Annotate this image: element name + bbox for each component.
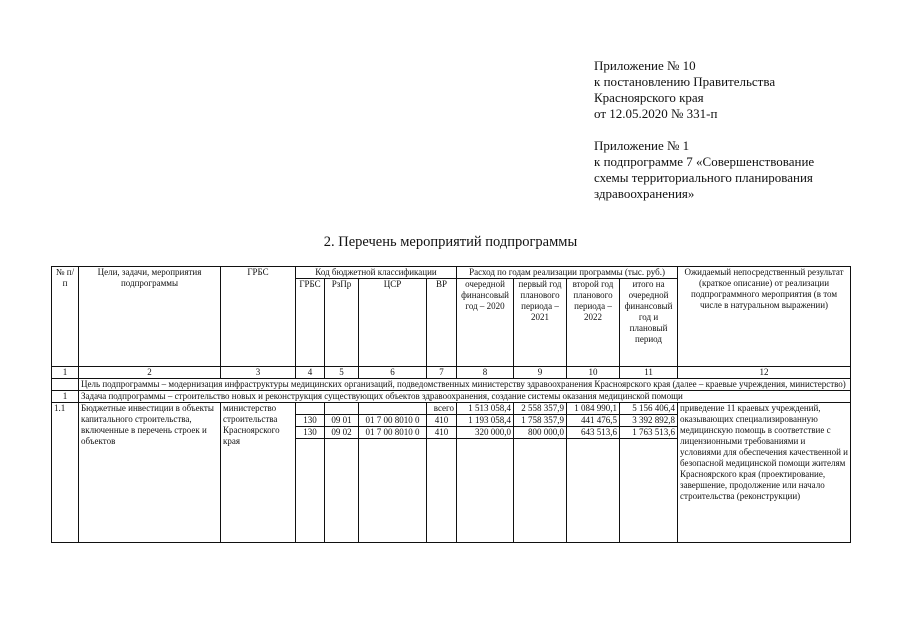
code-rzpr-cell — [325, 403, 359, 415]
amount-2020: 1 193 058,4 — [457, 415, 514, 427]
amount-2022: 1 084 990,1 — [567, 403, 620, 415]
date-number-line: от 12.05.2020 № 331-п — [594, 106, 718, 121]
goal-row — [52, 379, 851, 391]
col-number: 11 — [620, 367, 678, 379]
item-name: Бюджетные инвестиции в объекты капитального строительства, включенные в перечень строек и объектов — [79, 403, 221, 543]
code-vr-cell: 410 — [427, 415, 457, 427]
amount-2021: 2 558 357,9 — [514, 403, 567, 415]
appendix-10-label: Приложение № 10 — [594, 58, 696, 73]
subprogram-line-1: к подпрограмме 7 «Совершенствование — [594, 154, 815, 169]
header-year-2021: первый год планового периода – 2021 — [514, 279, 567, 367]
col-number: 7 — [427, 367, 457, 379]
amount-total: 3 392 892,8 — [620, 415, 678, 427]
code-csr-cell: 01 7 00 8010 0 — [359, 427, 427, 439]
task-text: Задача подпрограммы – строительство новых и реконструкция существующих объектов здравоохранения, создание системы оказания медицинской помощи — [79, 391, 851, 403]
amount-total: 1 763 513,6 — [620, 427, 678, 439]
col-number: 12 — [678, 367, 851, 379]
header-goals: Цели, задачи, мероприятия подпрограммы — [79, 267, 221, 367]
item-result: приведение 11 краевых учреждений, оказывающих специализированную медицинскую помощь в соответствие с лицензионными требованиями и условиями для обеспечения качественной и безопасной медицинской помощи жителям Красноярского края (проектирование, завершение, продолжение или начало строительства (реконструкции) — [678, 403, 851, 543]
resolution-line: к постановлению Правительства — [594, 74, 776, 89]
page-title: 2. Перечень мероприятий подпрограммы — [323, 234, 578, 250]
amount-2021: 1 758 357,9 — [514, 415, 567, 427]
code-csr-cell — [359, 403, 427, 415]
header-code-rzpr: РзПр — [325, 279, 359, 367]
amount-2022: 643 513,6 — [567, 427, 620, 439]
col-number: 4 — [296, 367, 325, 379]
code-grbs-cell — [296, 403, 325, 415]
code-vr-cell: всего — [427, 403, 457, 415]
code-grbs-cell: 130 — [296, 427, 325, 439]
code-vr-cell: 410 — [427, 427, 457, 439]
col-number: 3 — [221, 367, 296, 379]
header-year-2022: второй год планового периода – 2022 — [567, 279, 620, 367]
header-expenses: Расход по годам реализации программы (тыс. руб.) — [457, 267, 678, 279]
code-rzpr-cell: 09 02 — [325, 427, 359, 439]
col-number: 9 — [514, 367, 567, 379]
amount-2021: 800 000,0 — [514, 427, 567, 439]
column-number-row — [52, 367, 851, 379]
header-row-1 — [52, 267, 851, 279]
col-number: 8 — [457, 367, 514, 379]
item-row — [52, 403, 851, 415]
amount-total: 5 156 406,4 — [620, 403, 678, 415]
col-number: 1 — [52, 367, 79, 379]
header-num: № п/п — [52, 267, 79, 367]
subprogram-line-3: здравоохранения» — [594, 186, 695, 201]
col-number: 2 — [79, 367, 221, 379]
subprogram-line-2: схемы территориального планирования — [594, 170, 813, 185]
header-result: Ожидаемый непосредственный результат (краткое описание) от реализации подпрограммного мероприятия (в том числе в натуральном выражении) — [678, 267, 851, 367]
col-number: 6 — [359, 367, 427, 379]
task-row — [52, 391, 851, 403]
goal-text: Цель подпрограммы – модернизация инфраструктуры медицинских организаций, подведомственных министерству здравоохранения Красноярского края (далее – краевые учреждения, министерство) — [79, 379, 851, 391]
item-num: 1.1 — [52, 403, 79, 543]
code-csr-cell: 01 7 00 8010 0 — [359, 415, 427, 427]
measures-table — [51, 266, 851, 543]
amount-2020: 320 000,0 — [457, 427, 514, 439]
region-line: Красноярского края — [594, 90, 704, 105]
document-header — [594, 58, 814, 202]
header-code-csr: ЦСР — [359, 279, 427, 367]
header-year-2020: очередной финансовый год – 2020 — [457, 279, 514, 367]
header-grbs: ГРБС — [221, 267, 296, 367]
code-grbs-cell: 130 — [296, 415, 325, 427]
amount-2022: 441 476,5 — [567, 415, 620, 427]
appendix-1-label: Приложение № 1 — [594, 138, 690, 153]
header-budget-code: Код бюджетной классификации — [296, 267, 457, 279]
code-rzpr-cell: 09 01 — [325, 415, 359, 427]
header-total: итого на очередной финансовый год и плановый период — [620, 279, 678, 367]
task-num: 1 — [52, 391, 79, 403]
header-code-vr: ВР — [427, 279, 457, 367]
header-code-grbs: ГРБС — [296, 279, 325, 367]
col-number: 5 — [325, 367, 359, 379]
amount-2020: 1 513 058,4 — [457, 403, 514, 415]
item-grbs: министерство строительства Красноярского края — [221, 403, 296, 543]
col-number: 10 — [567, 367, 620, 379]
